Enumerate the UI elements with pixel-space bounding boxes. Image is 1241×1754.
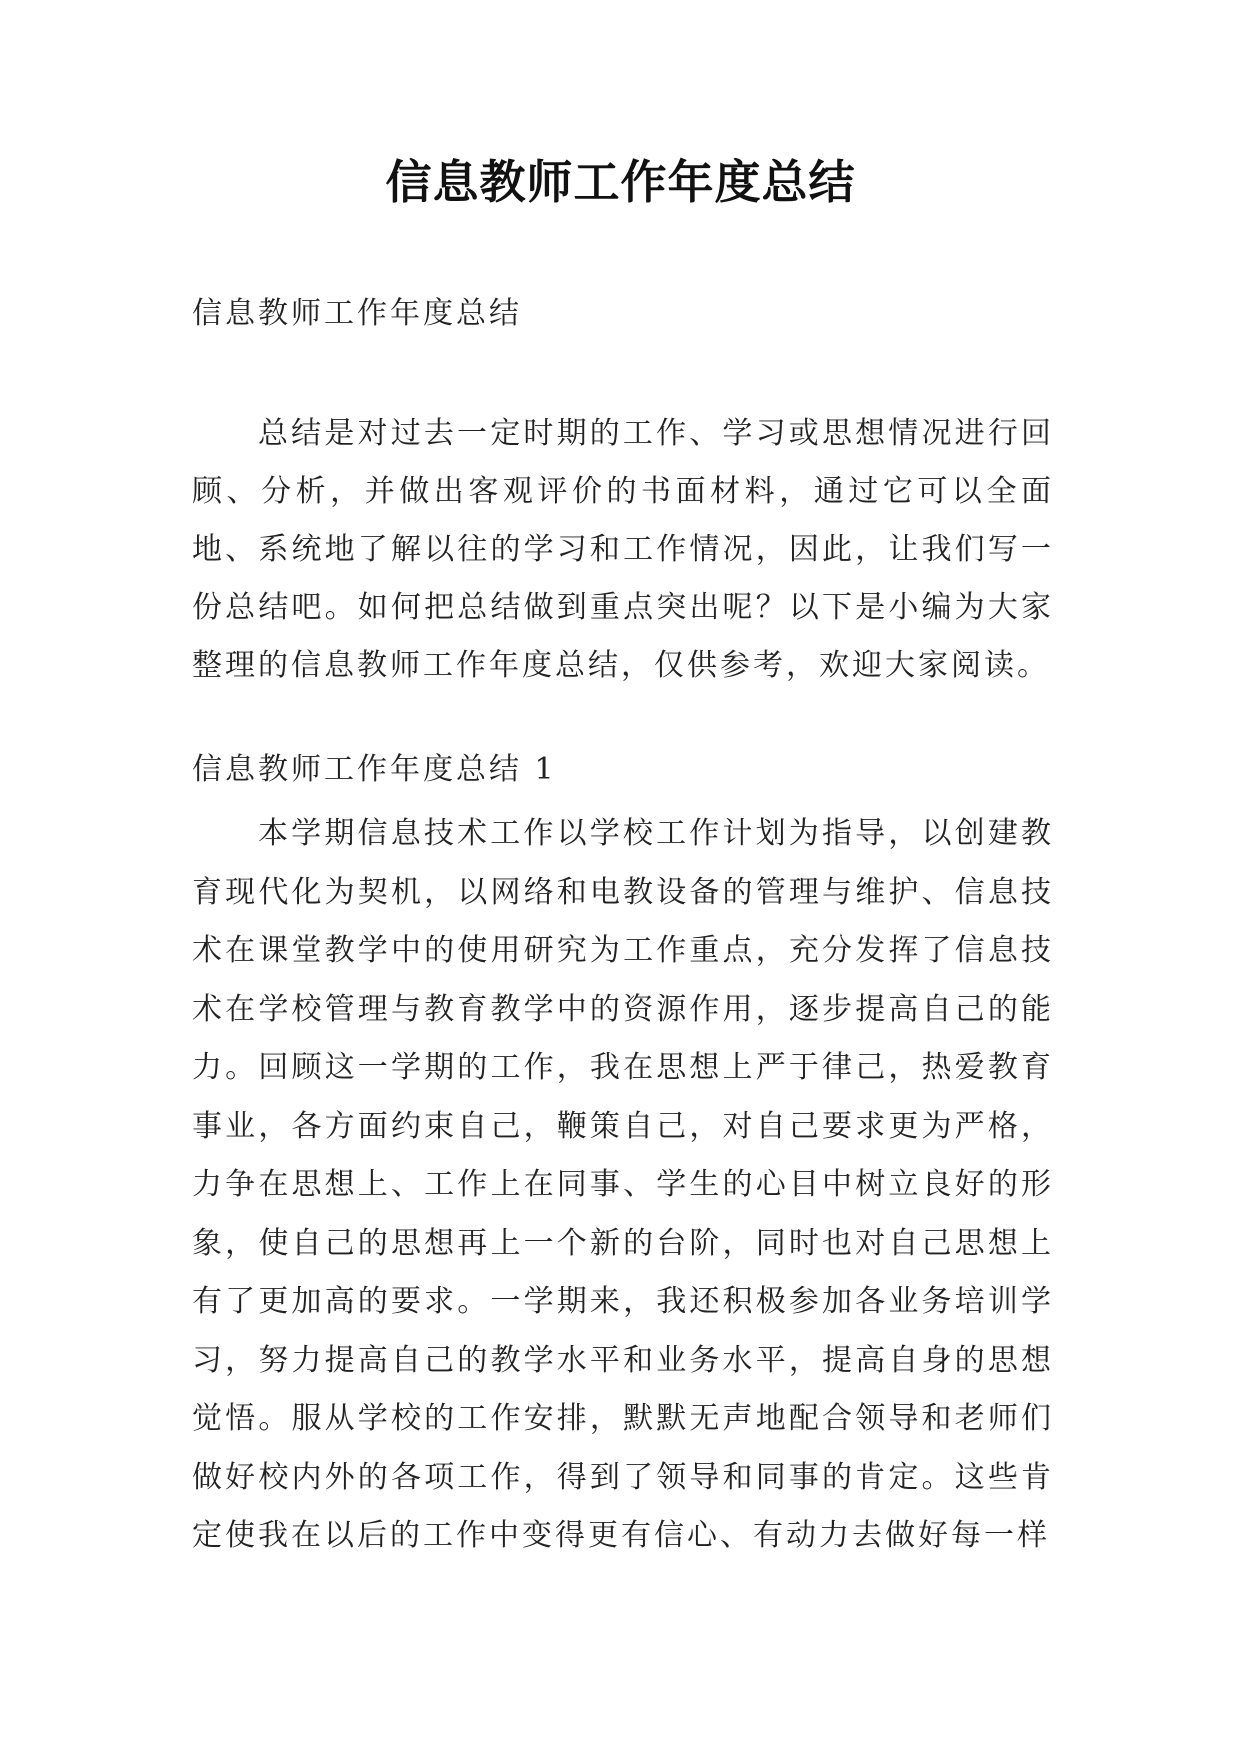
document-title: 信息教师工作年度总结	[385, 155, 856, 209]
section-heading: 信息教师工作年度总结 1	[192, 752, 557, 787]
section-paragraph: 本学期信息技术工作以学校工作计划为指导，以创建教育现代化为契机，以网络和电教设备的管理与维护、信息技术在课堂教学中的使用研究为工作重点，充分发挥了信息技术在学校管理与教育教学中的资源作用，逐步提高自己的能力。回顾这一学期的工作，我在思想上严于律己，热爱教育事业，各方面约束自己，鞭策自己，对自己要求更为严格，力争在思想上、工作上在同事、学生的心目中树立良好的形象，使自己的思想再上一个新的台阶，同时也对自己思想上有了更加高的要求。一学期来，我还积极参加各业务培训学习，努力提高自己的教学水平和业务水平，提高自身的思想觉悟。服从学校的工作安排，默默无声地配合领导和老师们做好校内外的各项工作，得到了领导和同事的肯定。这些肯定使我在以后的工作中变得更有信心、有动力去做好每一样	[192, 816, 1054, 1553]
document-subtitle: 信息教师工作年度总结	[192, 296, 522, 331]
intro-paragraph: 总结是对过去一定时期的工作、学习或思想情况进行回顾、分析，并做出客观评价的书面材料，通过它可以全面地、系统地了解以往的学习和工作情况，因此，让我们写一份总结吧。如何把总结做到重点突出呢？以下是小编为大家整理的信息教师工作年度总结，仅供参考，欢迎大家阅读。	[192, 416, 1054, 683]
